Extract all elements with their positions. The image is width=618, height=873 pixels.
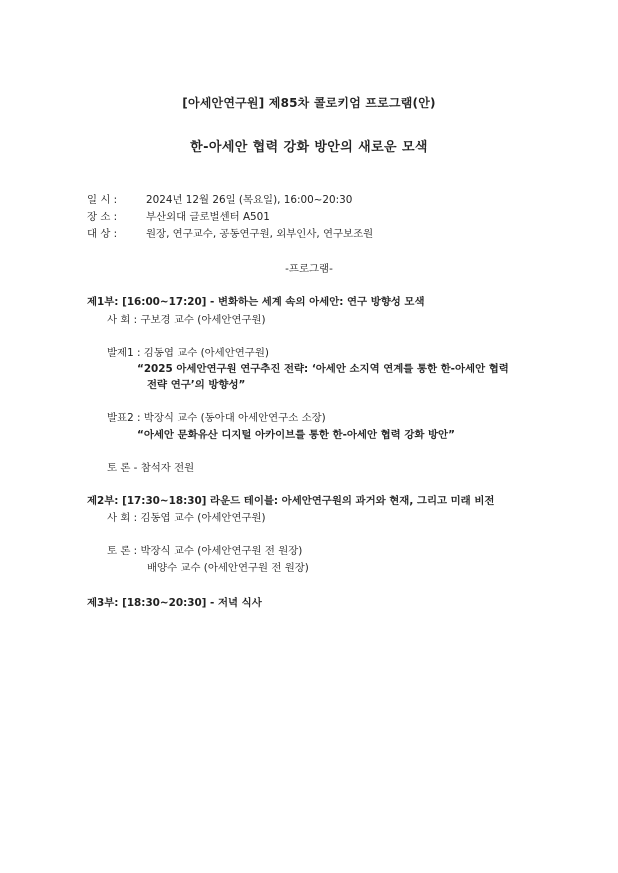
session-2-discussion-line2: 배양수 교수 (아세안연구원 전 원장) <box>147 562 309 574</box>
session-1-title: 제1부: [16:00~17:20] - 변화하는 세계 속의 아세안: 연구 방향성 모색 <box>87 296 425 308</box>
program-heading: -프로그램- <box>285 263 333 275</box>
target-label: 대 상 : <box>87 228 118 240</box>
presentation-1-title-line2: 전략 연구’의 방향성” <box>147 379 246 391</box>
date-label: 일 시 : <box>87 194 118 206</box>
place-label: 장 소 : <box>87 211 118 223</box>
presentation-2-title: “아세안 문화유산 디지털 아카이브를 통한 한-아세안 협력 강화 방안” <box>137 429 455 441</box>
target-value: 원장, 연구교수, 공동연구원, 외부인사, 연구보조원 <box>146 228 374 240</box>
session-3-title: 제3부: [18:30~20:30] - 저녁 식사 <box>87 597 262 609</box>
presentation-1-speaker: 발제1 : 김동엽 교수 (아세안연구원) <box>107 347 269 359</box>
date-value: 2024년 12월 26일 (목요일), 16:00~20:30 <box>146 194 353 206</box>
document-subtitle: [아세안연구원] 제85차 콜로키엄 프로그램(안) <box>182 96 436 110</box>
session-1-discussion: 토 론 - 참석자 전원 <box>107 462 195 474</box>
session-2-chair: 사 회 : 김동엽 교수 (아세안연구원) <box>107 512 266 524</box>
session-2-title: 제2부: [17:30~18:30] 라운드 테이블: 아세안연구원의 과거와 현재, 그리고 미래 비전 <box>87 495 495 507</box>
presentation-2-speaker: 발표2 : 박장식 교수 (동아대 아세안연구소 소장) <box>107 412 326 424</box>
place-value: 부산외대 글로벌센터 A501 <box>146 211 270 223</box>
presentation-1-title-line1: “2025 아세안연구원 연구추진 전략: ‘아세안 소지역 연계를 통한 한-아세안 협력 <box>137 363 509 375</box>
document-title: 한-아세안 협력 강화 방안의 새로운 모색 <box>190 140 428 155</box>
session-1-chair: 사 회 : 구보경 교수 (아세안연구원) <box>107 314 266 326</box>
session-2-discussion-line1: 토 론 : 박장식 교수 (아세안연구원 전 원장) <box>107 545 303 557</box>
